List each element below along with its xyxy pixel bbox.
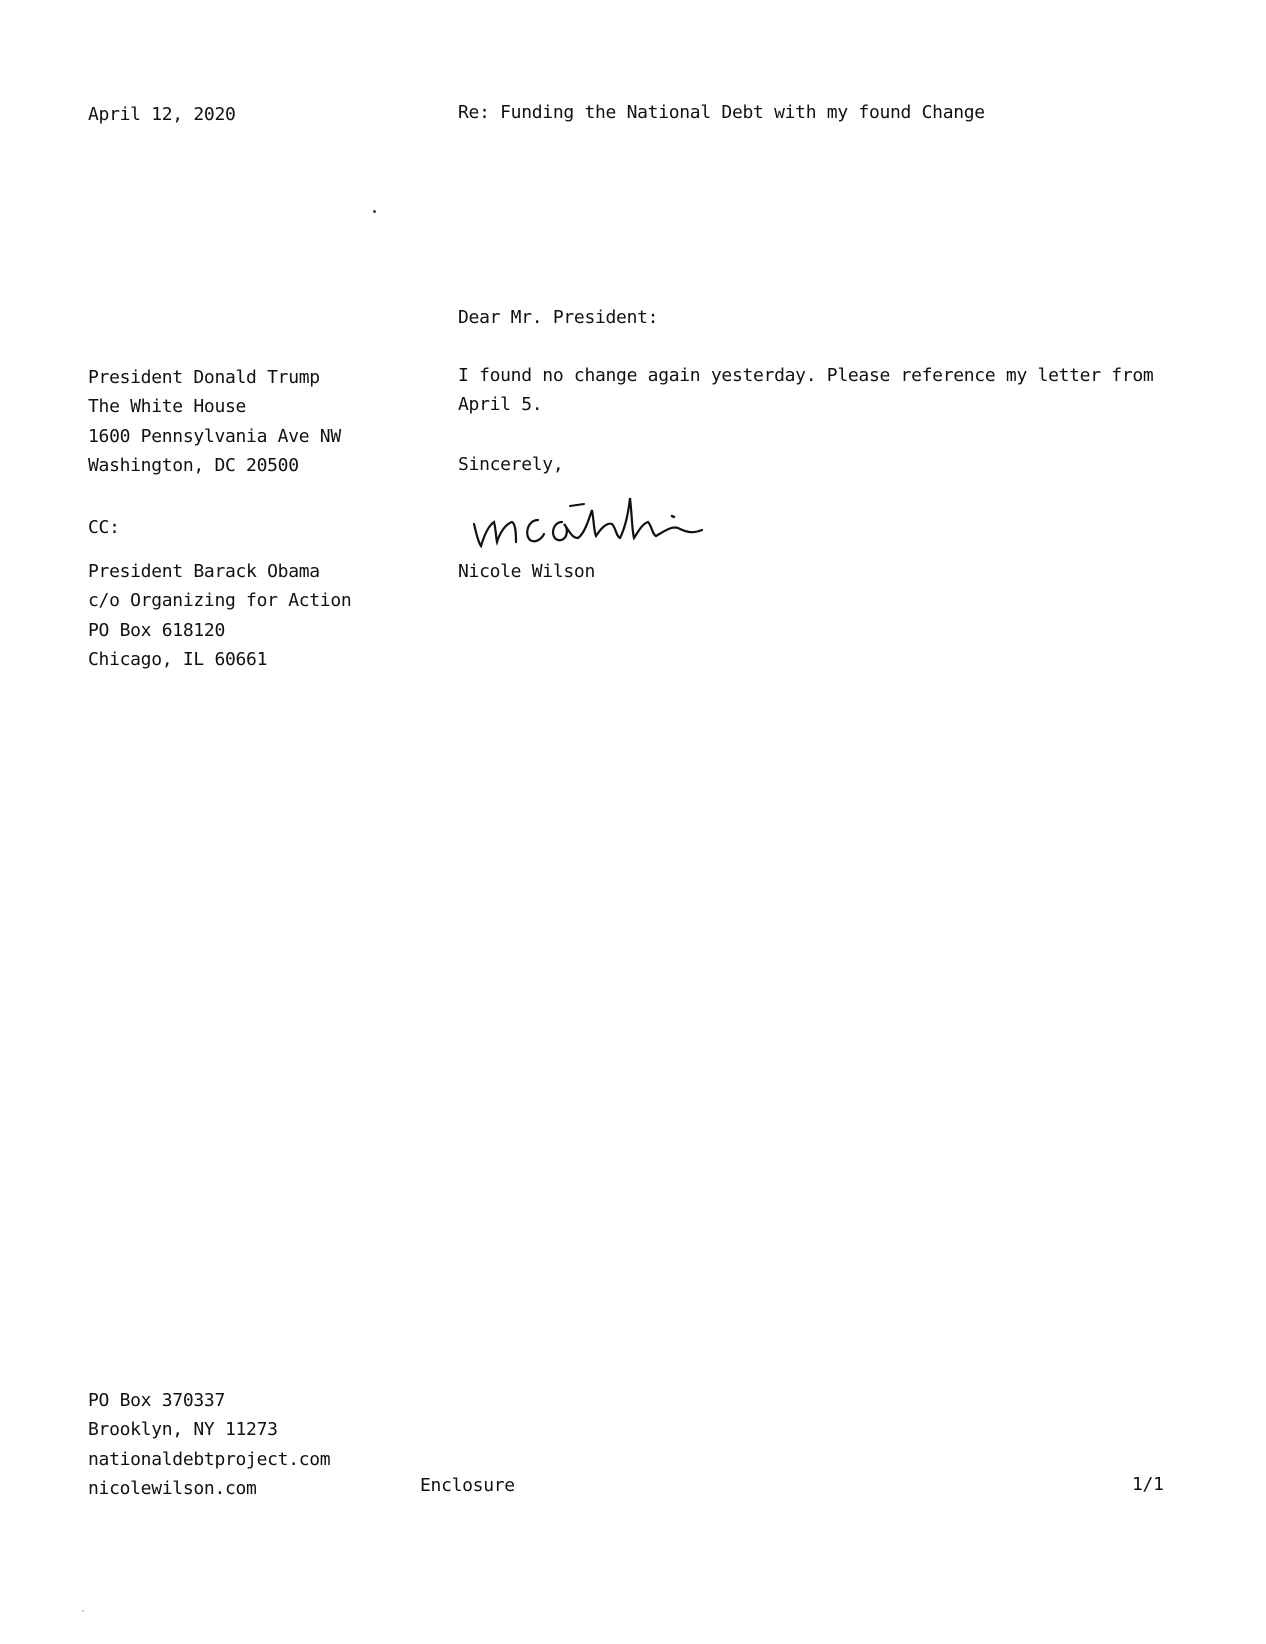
cc-line: c/o Organizing for Action bbox=[88, 590, 352, 612]
recipient-address bbox=[88, 363, 341, 480]
signer-name: Nicole Wilson bbox=[458, 561, 595, 582]
footer-line: Brooklyn, NY 11273 bbox=[88, 1419, 278, 1441]
footer-address bbox=[88, 1386, 330, 1503]
salutation: Dear Mr. President: bbox=[458, 307, 659, 328]
recipient-line: President Donald Trump bbox=[88, 367, 320, 388]
cc-line: President Barack Obama bbox=[88, 561, 320, 582]
recipient-line: 1600 Pennsylvania Ave NW bbox=[88, 425, 341, 447]
cc-line: PO Box 618120 bbox=[88, 619, 225, 641]
cc-line: Chicago, IL 60661 bbox=[88, 648, 268, 670]
body-line: April 5. bbox=[458, 394, 543, 416]
footer-line: nationaldebtproject.com bbox=[88, 1448, 331, 1470]
letter-body bbox=[458, 361, 1153, 420]
cc-label: CC: bbox=[88, 517, 120, 538]
closing: Sincerely, bbox=[458, 454, 564, 475]
cc-address bbox=[88, 557, 351, 674]
letter-subject: Re: Funding the National Debt with my found Change bbox=[458, 102, 985, 123]
enclosure-note: Enclosure bbox=[420, 1475, 515, 1496]
scan-speck bbox=[373, 210, 376, 213]
footer-line: PO Box 370337 bbox=[88, 1390, 225, 1411]
body-line: I found no change again yesterday. Please reference my letter from bbox=[458, 365, 1154, 386]
recipient-line: Washington, DC 20500 bbox=[88, 454, 299, 476]
letter-date: April 12, 2020 bbox=[88, 104, 236, 125]
scan-speck bbox=[82, 1610, 84, 1612]
recipient-line: The White House bbox=[88, 396, 247, 418]
footer-line: nicolewilson.com bbox=[88, 1477, 257, 1499]
page-number: 1/1 bbox=[1132, 1474, 1164, 1495]
signature-image bbox=[466, 486, 716, 556]
